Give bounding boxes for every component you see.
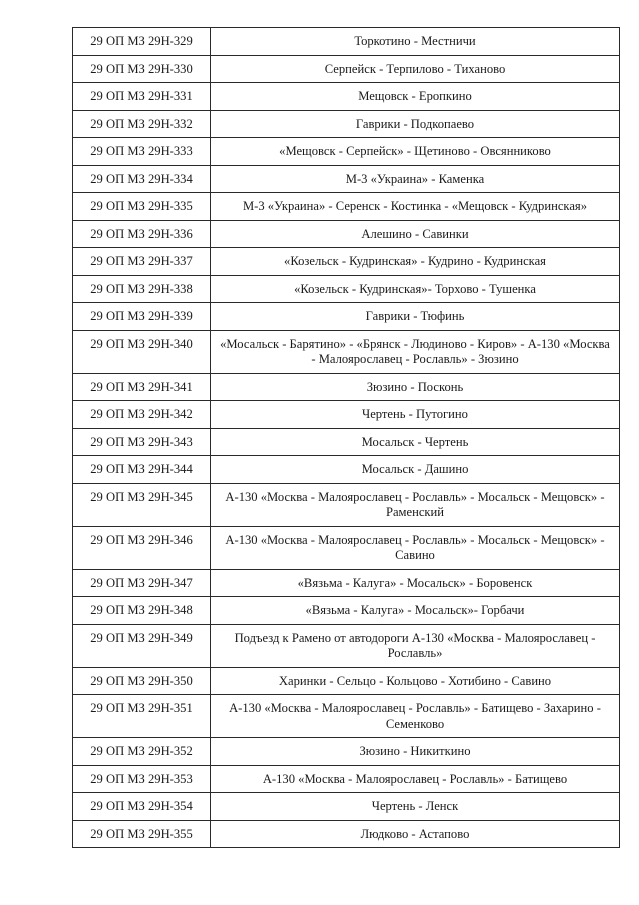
road-name-cell: Гаврики - Подкопаево — [211, 110, 620, 138]
road-code-cell: 29 ОП МЗ 29Н-343 — [73, 428, 211, 456]
road-name-cell: «Мещовск - Серпейск» - Щетиново - Овсянниково — [211, 138, 620, 166]
road-code-cell: 29 ОП МЗ 29Н-349 — [73, 624, 211, 667]
roads-table-body — [73, 28, 620, 848]
table-row — [73, 165, 620, 193]
table-row — [73, 28, 620, 56]
table-row — [73, 456, 620, 484]
road-name-cell: Чертень - Ленск — [211, 793, 620, 821]
table-row — [73, 401, 620, 429]
road-code-cell: 29 ОП МЗ 29Н-355 — [73, 820, 211, 848]
road-code-cell: 29 ОП МЗ 29Н-338 — [73, 275, 211, 303]
road-name-cell: Зюзино - Никиткино — [211, 738, 620, 766]
road-code-cell: 29 ОП МЗ 29Н-342 — [73, 401, 211, 429]
road-code-cell: 29 ОП МЗ 29Н-332 — [73, 110, 211, 138]
table-row — [73, 330, 620, 373]
table-row — [73, 373, 620, 401]
road-name-cell: «Мосальск - Барятино» - «Брянск - Людиново - Киров» - А-130 «Москва - Малоярославец - Рославль» - Зюзино — [211, 330, 620, 373]
table-row — [73, 526, 620, 569]
table-row — [73, 483, 620, 526]
road-code-cell: 29 ОП МЗ 29Н-352 — [73, 738, 211, 766]
road-name-cell: Людково - Астапово — [211, 820, 620, 848]
road-code-cell: 29 ОП МЗ 29Н-334 — [73, 165, 211, 193]
table-row — [73, 138, 620, 166]
road-code-cell: 29 ОП МЗ 29Н-353 — [73, 765, 211, 793]
road-code-cell: 29 ОП МЗ 29Н-333 — [73, 138, 211, 166]
road-code-cell: 29 ОП МЗ 29Н-331 — [73, 83, 211, 111]
road-name-cell: «Козельск - Кудринская»- Торхово - Тушенка — [211, 275, 620, 303]
table-row — [73, 820, 620, 848]
table-row — [73, 624, 620, 667]
table-row — [73, 428, 620, 456]
road-name-cell: Гаврики - Тюфинь — [211, 303, 620, 331]
table-row — [73, 275, 620, 303]
road-code-cell: 29 ОП МЗ 29Н-345 — [73, 483, 211, 526]
table-row — [73, 765, 620, 793]
table-row — [73, 110, 620, 138]
table-row — [73, 303, 620, 331]
road-code-cell: 29 ОП МЗ 29Н-350 — [73, 667, 211, 695]
road-name-cell: Зюзино - Посконь — [211, 373, 620, 401]
road-code-cell: 29 ОП МЗ 29Н-335 — [73, 193, 211, 221]
road-code-cell: 29 ОП МЗ 29Н-330 — [73, 55, 211, 83]
road-name-cell: А-130 «Москва - Малоярославец - Рославль» - Батищево — [211, 765, 620, 793]
table-row — [73, 248, 620, 276]
road-name-cell: Алешино - Савинки — [211, 220, 620, 248]
road-name-cell: А-130 «Москва - Малоярославец - Рославль» - Мосальск - Мещовск» - Раменский — [211, 483, 620, 526]
table-row — [73, 695, 620, 738]
road-name-cell: Мосальск - Дашино — [211, 456, 620, 484]
road-name-cell: М-3 «Украина» - Каменка — [211, 165, 620, 193]
road-name-cell: «Вязьма - Калуга» - Мосальск»- Горбачи — [211, 597, 620, 625]
road-name-cell: М-3 «Украина» - Серенск - Костинка - «Мещовск - Кудринская» — [211, 193, 620, 221]
table-row — [73, 569, 620, 597]
road-code-cell: 29 ОП МЗ 29Н-329 — [73, 28, 211, 56]
road-name-cell: Харинки - Сельцо - Кольцово - Хотибино - Савино — [211, 667, 620, 695]
table-row — [73, 83, 620, 111]
road-name-cell: «Вязьма - Калуга» - Мосальск» - Боровенск — [211, 569, 620, 597]
road-code-cell: 29 ОП МЗ 29Н-336 — [73, 220, 211, 248]
road-name-cell: А-130 «Москва - Малоярославец - Рославль» - Мосальск - Мещовск» - Савино — [211, 526, 620, 569]
road-code-cell: 29 ОП МЗ 29Н-340 — [73, 330, 211, 373]
road-name-cell: Торкотино - Местничи — [211, 28, 620, 56]
road-name-cell: Мосальск - Чертень — [211, 428, 620, 456]
road-name-cell: «Козельск - Кудринская» - Кудрино - Кудринская — [211, 248, 620, 276]
road-code-cell: 29 ОП МЗ 29Н-347 — [73, 569, 211, 597]
road-code-cell: 29 ОП МЗ 29Н-341 — [73, 373, 211, 401]
road-code-cell: 29 ОП МЗ 29Н-337 — [73, 248, 211, 276]
table-row — [73, 220, 620, 248]
road-name-cell: Серпейск - Терпилово - Тиханово — [211, 55, 620, 83]
table-row — [73, 738, 620, 766]
road-name-cell: А-130 «Москва - Малоярославец - Рославль» - Батищево - Захарино - Семенково — [211, 695, 620, 738]
roads-table — [72, 27, 620, 848]
table-row — [73, 667, 620, 695]
road-name-cell: Чертень - Путогино — [211, 401, 620, 429]
table-row — [73, 793, 620, 821]
road-code-cell: 29 ОП МЗ 29Н-354 — [73, 793, 211, 821]
road-code-cell: 29 ОП МЗ 29Н-348 — [73, 597, 211, 625]
table-row — [73, 597, 620, 625]
table-row — [73, 193, 620, 221]
road-name-cell: Мещовск - Еропкино — [211, 83, 620, 111]
road-name-cell: Подъезд к Рамено от автодороги А-130 «Москва - Малоярославец - Рославль» — [211, 624, 620, 667]
road-code-cell: 29 ОП МЗ 29Н-351 — [73, 695, 211, 738]
table-row — [73, 55, 620, 83]
road-code-cell: 29 ОП МЗ 29Н-346 — [73, 526, 211, 569]
road-code-cell: 29 ОП МЗ 29Н-344 — [73, 456, 211, 484]
road-code-cell: 29 ОП МЗ 29Н-339 — [73, 303, 211, 331]
